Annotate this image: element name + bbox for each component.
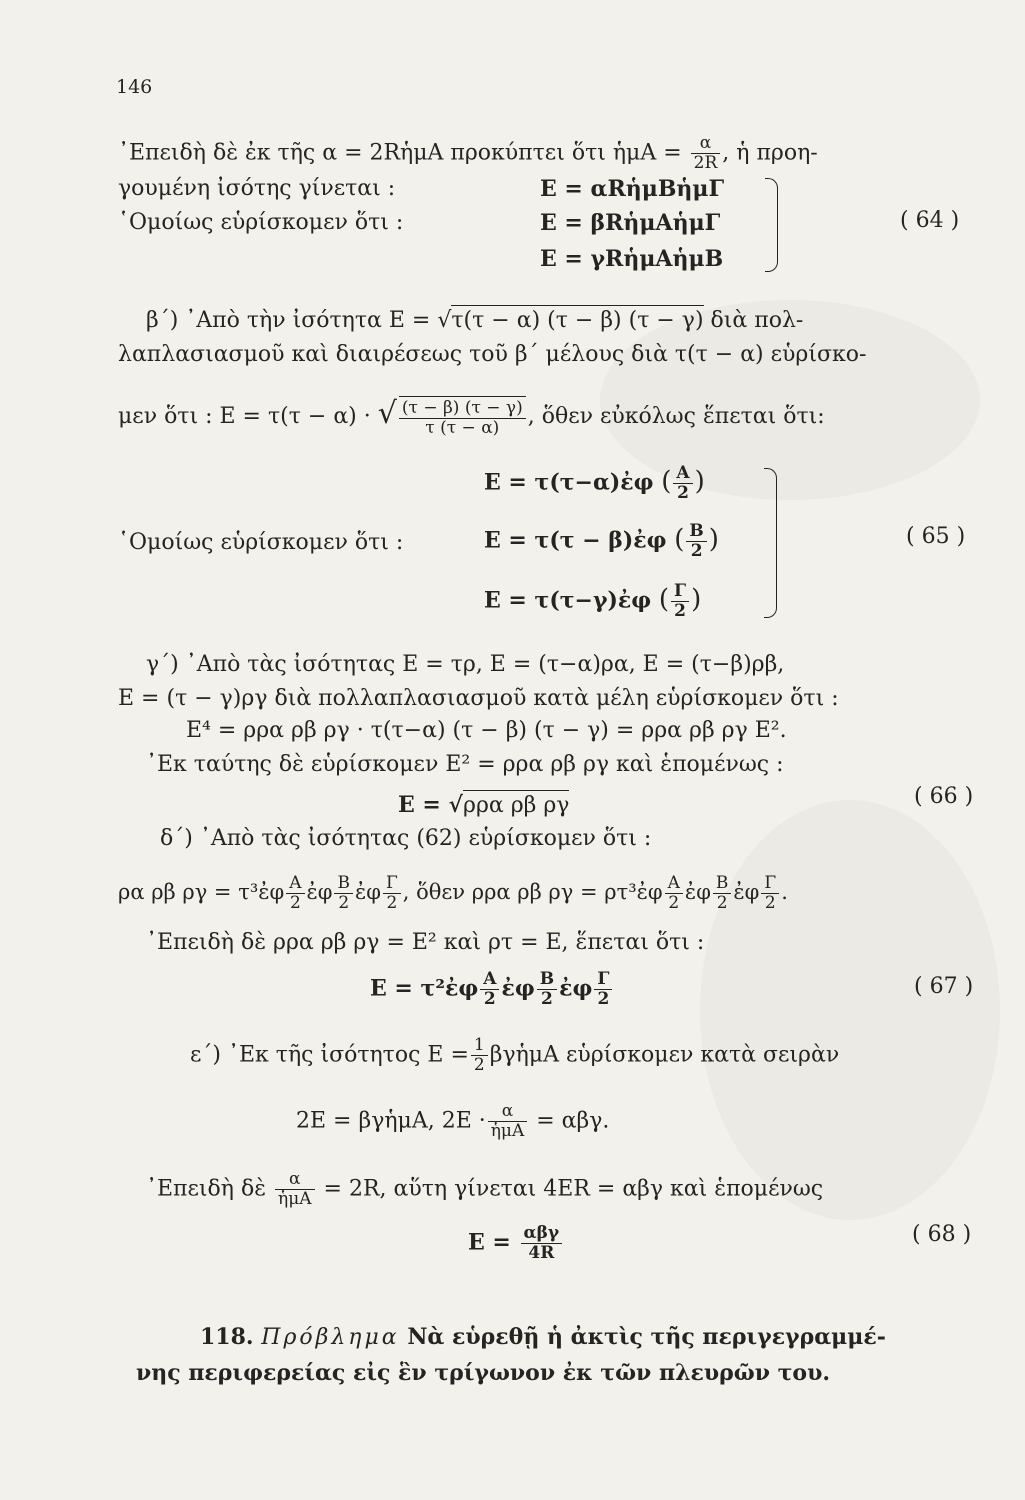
paren: (: [661, 466, 672, 497]
numerator: 1: [471, 1036, 488, 1056]
text-segment: ᾿Επειδὴ δὲ: [146, 1176, 267, 1202]
problem-label: Πρόβλημα: [261, 1325, 400, 1350]
fraction: [537, 970, 557, 1009]
numerator: α: [488, 1102, 528, 1122]
equation: [370, 970, 614, 1009]
text-segment: ἐφ: [684, 880, 711, 904]
problem-number: 118.: [200, 1324, 254, 1350]
denominator: ἡμΑ: [278, 1189, 312, 1209]
equation-text: E = τ²ἐφ: [370, 975, 479, 1002]
radicand: τ(τ − α) (τ − β) (τ − γ): [451, 305, 703, 333]
numerator: (τ − β) (τ − γ): [399, 399, 526, 419]
equation-text: E =: [468, 1229, 511, 1256]
right-brace: [765, 178, 778, 272]
fraction: [275, 1170, 315, 1209]
numerator: α: [691, 134, 721, 154]
text-segment: ἐφ: [306, 880, 333, 904]
denominator: 4R: [528, 1243, 555, 1263]
paren: ): [691, 584, 702, 615]
fraction: [399, 396, 526, 438]
text-segment: διὰ πολ-: [710, 308, 804, 333]
fraction: [471, 1036, 488, 1075]
numerator: Γ: [594, 970, 612, 990]
text-segment: ἐφ: [733, 880, 760, 904]
denominator: 2: [764, 893, 776, 913]
text-segment: 2E = βγἡμΑ, 2E ·: [296, 1108, 486, 1134]
sqrt-sign: √: [448, 792, 464, 818]
denominator: 2: [597, 989, 610, 1009]
denominator: 2: [677, 483, 689, 503]
equation: [484, 522, 719, 561]
text-line: ρα ρβ ργ = τ³ἐφ $\frac{A}{2}$ ἐφ $\frac{B}{2}$ ἐφ $\frac{\Gamma}{2}$ , ὅθεν ρρα ρβ ργ = ρτ³ἐφ $\frac{A}{2}$ ἐφ $\frac{B}{2}$ ἐφ $\frac{\Gamma}{2}$ .: [118, 873, 788, 913]
text-line: ᾿Επειδὴ δὲ ρρα ρβ ργ = E² καὶ ρτ = E, ἕπεται ὅτι :: [146, 930, 705, 955]
text-line: [296, 1102, 609, 1141]
numerator: α: [275, 1170, 315, 1190]
denominator: 2: [483, 989, 496, 1009]
text-line: E⁴ = ρρα ρβ ργ · τ(τ−α) (τ − β) (τ − γ) = ρρα ρβ ργ E².: [186, 718, 787, 743]
text-segment: ε΄) ᾿Εκ τῆς ἰσότητος E =: [190, 1042, 469, 1068]
numerator: A: [665, 874, 683, 894]
fraction: [691, 134, 721, 173]
text-segment: = 2R, αὕτη γίνεται 4ER = αβγ καὶ ἑπομένως: [323, 1176, 824, 1202]
text-line: ῾Ομοίως εὑρίσκομεν ὅτι :: [118, 210, 404, 235]
fraction: [713, 874, 732, 913]
numerator: Γ: [761, 874, 779, 894]
numerator: B: [713, 874, 732, 894]
text-line: δ΄) ᾿Απὸ τὰς ἰσότητας (62) εὑρίσκομεν ὅτι :: [160, 826, 652, 851]
page-number: 146: [116, 76, 153, 98]
equation-number: ( 65 ): [906, 524, 966, 549]
text-segment: μεν ὅτι : E = τ(τ − α) ·: [118, 404, 371, 429]
text-line: [146, 1170, 823, 1209]
fraction: [488, 1102, 528, 1141]
right-brace: [764, 468, 777, 618]
equation: [484, 582, 701, 621]
equation-text: ἐφ: [559, 975, 593, 1002]
paren: ): [708, 524, 719, 555]
text-line: [118, 134, 818, 173]
text-segment: ᾿Επειδὴ δὲ ἐκ τῆς α = 2RἡμΑ προκύπτει ὅτι ἡμΑ =: [118, 140, 682, 166]
numerator: A: [480, 970, 499, 990]
text-segment: = αβγ.: [529, 1108, 610, 1134]
equation-text: ἐφ: [501, 975, 535, 1002]
sqrt-sign: √: [437, 308, 452, 333]
fraction: [334, 874, 353, 913]
equation-number: ( 67 ): [914, 974, 974, 999]
fraction: [480, 970, 499, 1009]
numerator: A: [286, 874, 304, 894]
text-line: [118, 396, 825, 438]
numerator: B: [334, 874, 353, 894]
fraction: [286, 874, 304, 913]
denominator: τ (τ − α): [425, 418, 500, 438]
paren: (: [658, 584, 670, 615]
paren: (: [674, 524, 685, 555]
text-line: γουμένη ἰσότης γίνεται :: [118, 176, 396, 201]
equation-number: ( 64 ): [900, 208, 960, 233]
text-line: E = (τ − γ)ργ διὰ πολλαπλασιασμοῦ κατὰ μέλη εὑρίσκομεν ὅτι :: [118, 686, 839, 711]
denominator: 2: [338, 893, 350, 913]
equation-text: E = τ(τ−α)ἐφ: [484, 469, 654, 496]
equation: [398, 790, 569, 821]
numerator: Γ: [383, 874, 401, 894]
equation-number: ( 68 ): [912, 1222, 972, 1247]
numerator: B: [537, 970, 557, 990]
text-line: [146, 306, 803, 336]
denominator: ἡμΑ: [490, 1121, 525, 1141]
fraction: [665, 874, 683, 913]
problem-heading: [200, 1322, 886, 1353]
fraction: [594, 970, 612, 1009]
text-segment: , ἡ προη-: [722, 140, 818, 166]
sqrt-sign: √: [377, 396, 397, 431]
fraction: [673, 464, 692, 503]
denominator: 2: [690, 541, 703, 561]
text-segment: , ὅθεν εὐκόλως ἕπεται ὅτι:: [527, 404, 825, 429]
problem-text-line: νης περιφερείας εἰς ἓν τρίγωνον ἐκ τῶν πλευρῶν του.: [136, 1360, 831, 1386]
fraction: [521, 1224, 563, 1263]
text-line: ᾿Εκ ταύτης δὲ εὑρίσκομεν E² = ρρα ρβ ργ καὶ ἑπομένως :: [146, 752, 784, 777]
equation-number: ( 66 ): [914, 784, 974, 809]
text-segment: ρα ρβ ργ = τ³ἐφ: [118, 880, 285, 904]
page-stain: [700, 800, 1000, 1220]
denominator: 2: [386, 893, 398, 913]
equation: E = γRἡμΑἡμΒ: [540, 246, 724, 272]
text-line: λαπλασιασμοῦ καὶ διαιρέσεως τοῦ β΄ μέλους διὰ τ(τ − α) εὑρίσκο-: [118, 342, 867, 367]
numerator: αβγ: [521, 1224, 563, 1244]
text-segment: , ὅθεν ρρα ρβ ργ = ρτ³ἐφ: [402, 880, 663, 904]
radicand: ρρα ρβ ργ: [463, 790, 569, 818]
equation: [468, 1224, 564, 1263]
denominator: 2: [716, 893, 728, 913]
text-segment: β΄) ᾿Απὸ τὴν ἰσότητα E =: [146, 308, 431, 333]
fraction: [686, 522, 706, 561]
text-line: [190, 1036, 839, 1075]
denominator: 2: [541, 989, 553, 1009]
denominator: 2: [289, 893, 301, 913]
text-segment: βγἡμΑ εὑρίσκομεν κατὰ σειρὰν: [489, 1042, 840, 1068]
fraction: [671, 582, 689, 621]
denominator: 2: [668, 893, 680, 913]
denominator: 2: [674, 601, 686, 621]
equation-text: E = τ(τ−γ)ἐφ: [484, 587, 652, 614]
equation-text: E =: [398, 792, 441, 818]
paren: ): [694, 466, 705, 497]
text-segment: ἐφ: [354, 880, 381, 904]
equation: [484, 464, 705, 503]
numerator: A: [673, 464, 692, 484]
denominator: 2: [473, 1055, 485, 1075]
fraction: [383, 874, 401, 913]
equation: E = βRἡμΑἡμΓ: [540, 210, 721, 236]
denominator: 2R: [693, 153, 718, 173]
equation: E = αRἡμΒἡμΓ: [540, 176, 725, 202]
equation-text: E = τ(τ − β)ἐφ: [484, 527, 667, 554]
numerator: Γ: [671, 582, 689, 602]
text-line: γ΄) ᾿Απὸ τὰς ἰσότητας E = τρ, E = (τ−α)ρα, E = (τ−β)ρβ,: [146, 652, 785, 677]
fraction: [761, 874, 779, 913]
numerator: B: [686, 522, 706, 542]
text-line: ῾Ομοίως εὑρίσκομεν ὅτι :: [118, 530, 404, 555]
problem-text: Νὰ εὑρεθῇ ἡ ἀκτὶς τῆς περιγεγραμμέ-: [407, 1324, 886, 1350]
